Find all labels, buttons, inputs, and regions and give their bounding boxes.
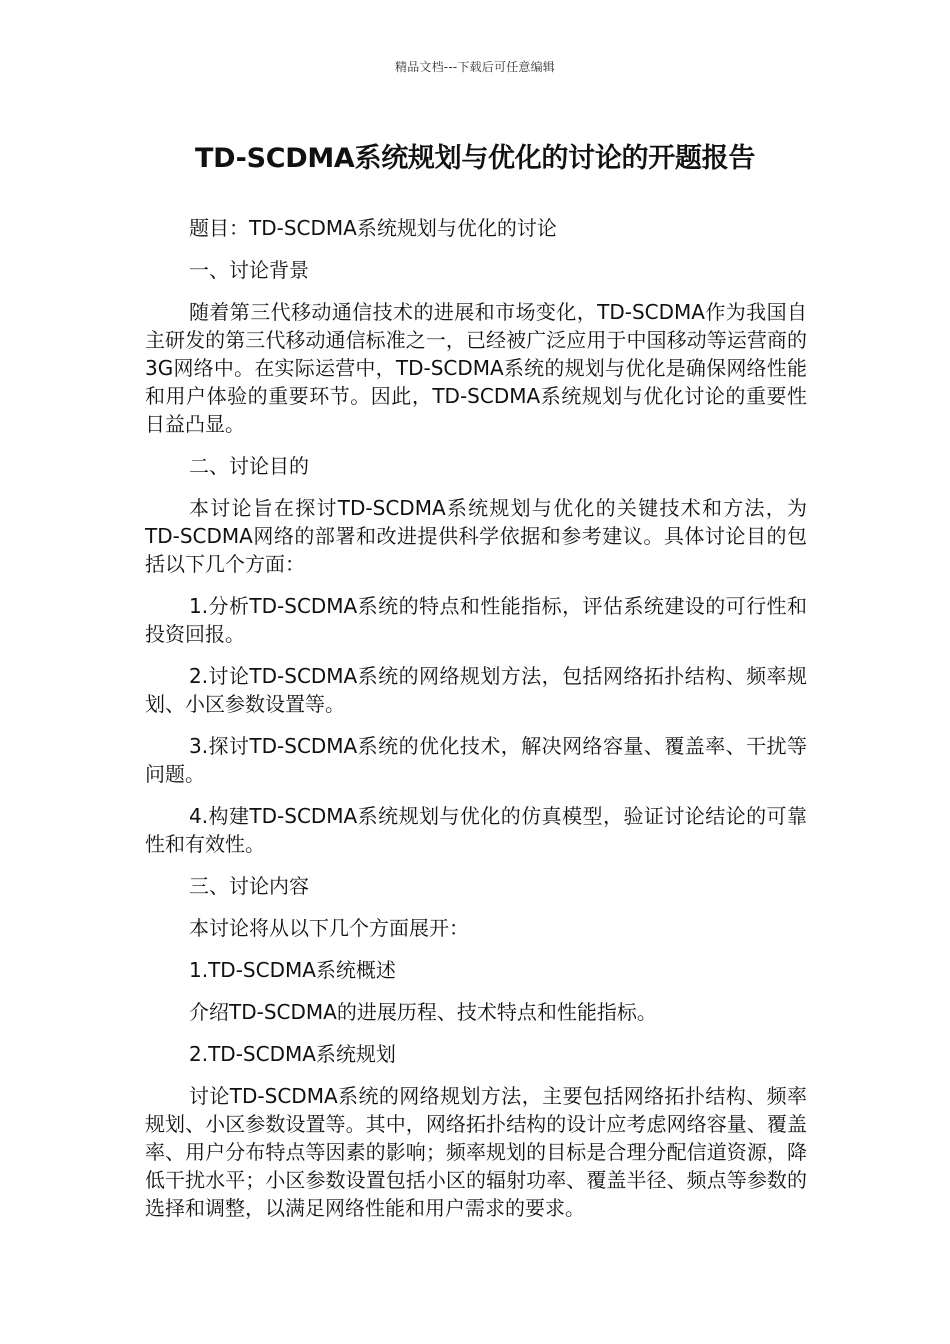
content-intro: 本讨论将从以下几个方面展开：	[189, 916, 469, 940]
purpose-item-3: 3.探讨TD-SCDMA系统的优化技术，解决网络容量、覆盖率、干扰等问题。	[145, 734, 807, 786]
content-subheading-1: 1.TD-SCDMA系统概述	[189, 958, 396, 982]
purpose-item-4: 4.构建TD-SCDMA系统规划与优化的仿真模型，验证讨论结论的可靠性和有效性。	[145, 804, 807, 856]
section-heading-purpose: 二、讨论目的	[189, 454, 309, 478]
purpose-item-1: 1.分析TD-SCDMA系统的特点和性能指标，评估系统建设的可行性和投资回报。	[145, 594, 807, 646]
document-title: TD-SCDMA系统规划与优化的讨论的开题报告	[194, 143, 756, 174]
background-paragraph: 随着第三代移动通信技术的进展和市场变化，TD-SCDMA作为我国自主研发的第三代移动通信标准之一，已经被广泛应用于中国移动等运营商的3G网络中。在实际运营中，TD-SCDMA系统的规划与优化是确保网络性能和用户体验的重要环节。因此，TD-SCDMA系统规划与优化讨论的重要性日益凸显。	[145, 300, 807, 436]
content-paragraph-2: 讨论TD-SCDMA系统的网络规划方法，主要包括网络拓扑结构、频率规划、小区参数设置等。其中，网络拓扑结构的设计应考虑网络容量、覆盖率、用户分布特点等因素的影响；频率规划的目标是合理分配信道资源，降低干扰水平；小区参数设置包括小区的辐射功率、覆盖半径、频点等参数的选择和调整，以满足网络性能和用户需求的要求。	[145, 1084, 807, 1220]
content-subheading-2: 2.TD-SCDMA系统规划	[189, 1042, 396, 1066]
header-note: 精品文档---下载后可任意编辑	[395, 60, 555, 74]
section-heading-content: 三、讨论内容	[189, 874, 309, 898]
content-paragraph-1: 介绍TD-SCDMA的进展历程、技术特点和性能指标。	[189, 1000, 657, 1024]
document-body	[145, 214, 807, 1236]
topic-line: 题目：TD-SCDMA系统规划与优化的讨论	[189, 216, 557, 240]
purpose-item-2: 2.讨论TD-SCDMA系统的网络规划方法，包括网络拓扑结构、频率规划、小区参数设置等。	[145, 664, 807, 716]
section-heading-background: 一、讨论背景	[189, 258, 309, 282]
purpose-paragraph: 本讨论旨在探讨TD-SCDMA系统规划与优化的关键技术和方法，为TD-SCDMA网络的部署和改进提供科学依据和参考建议。具体讨论目的包括以下几个方面：	[145, 496, 807, 576]
